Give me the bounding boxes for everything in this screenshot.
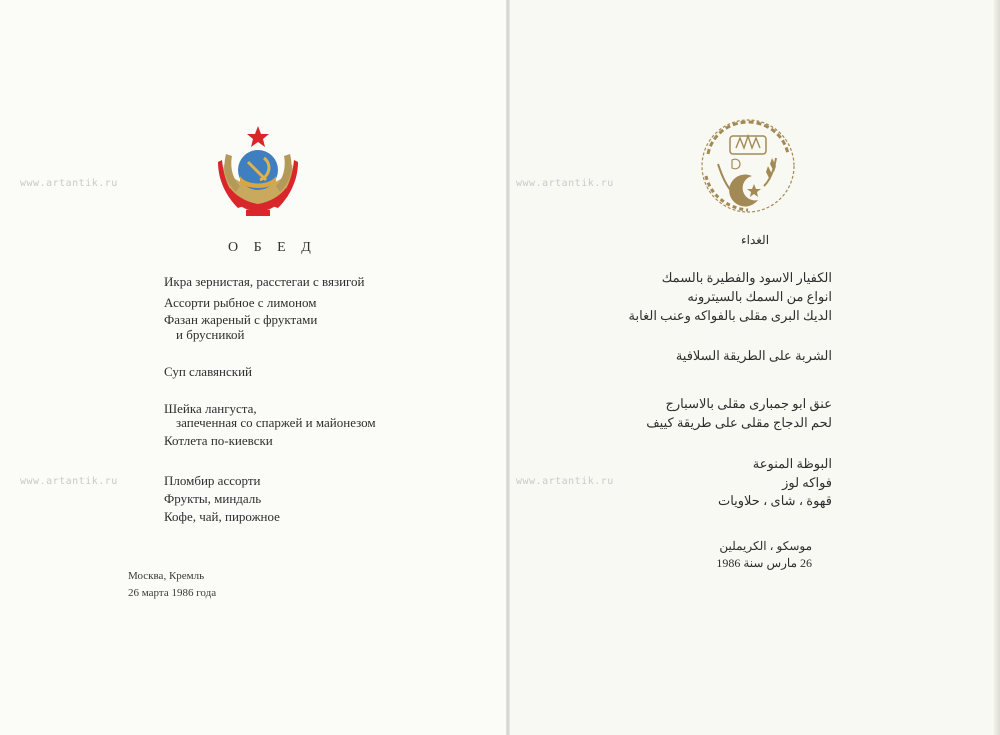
- menu-item: الديك البرى مقلى بالفواكه وعنب الغابة: [628, 308, 832, 323]
- watermark: www.artantik.ru: [20, 178, 118, 189]
- menu-item: Кофе, чай, пирожное: [164, 509, 280, 524]
- menu-item: Шейка лангуста,: [164, 401, 257, 416]
- page-edge: [994, 0, 1000, 735]
- ussr-emblem-icon: [216, 124, 300, 220]
- menu-item: Ассорти рыбное с лимоном: [164, 295, 317, 310]
- place-date-arabic: [680, 538, 812, 572]
- right-menu-page: [508, 0, 1000, 735]
- menu-item: البوظة المنوعة: [752, 456, 832, 471]
- menu-item: Фрукты, миндаль: [164, 491, 262, 506]
- menu-item: Фазан жареный с фруктами: [164, 312, 318, 327]
- place-label: Москва, Кремль: [128, 570, 205, 582]
- menu-title: О Б Е Д: [228, 240, 317, 255]
- menu-item: عنق ابو جمبارى مقلى بالاسبارج: [665, 396, 832, 411]
- watermark: www.artantik.ru: [20, 476, 118, 487]
- menu-item: قهوة ، شاى ، حلاويات: [717, 493, 832, 508]
- date-label: 26 марта 1986 года: [128, 587, 217, 599]
- menu-item: Икра зернистая, расстегаи с вязигой: [164, 274, 365, 289]
- menu-item: لحم الدجاج مقلى على طريقة كييف: [646, 415, 832, 430]
- date-label-arabic: 26 مارس سنة 1986: [716, 556, 812, 570]
- algeria-emblem-icon: [696, 114, 800, 216]
- menu-item: فواكه لوز: [782, 475, 832, 490]
- menu-item: Пломбир ассорти: [164, 473, 261, 488]
- menu-item: Суп славянский: [164, 364, 252, 379]
- menu-item: и брусникой: [176, 327, 245, 342]
- place-label-arabic: موسكو ، الكريملين: [719, 539, 812, 553]
- menu-item: انواع من السمك بالسيترونه: [687, 289, 832, 304]
- watermark: www.artantik.ru: [516, 476, 614, 487]
- page-fold: [506, 0, 510, 735]
- menu-title-arabic: الغداء: [740, 233, 770, 247]
- menu-item: запеченная со спаржей и майонезом: [176, 415, 376, 430]
- place-date-russian: [128, 568, 216, 602]
- menu-item: الكفيار الاسود والفطيرة بالسمك: [661, 270, 832, 285]
- watermark: www.artantik.ru: [516, 178, 614, 189]
- menu-item: Котлета по-киевски: [164, 433, 273, 448]
- menu-item: الشربة على الطريقة السلافية: [675, 348, 832, 363]
